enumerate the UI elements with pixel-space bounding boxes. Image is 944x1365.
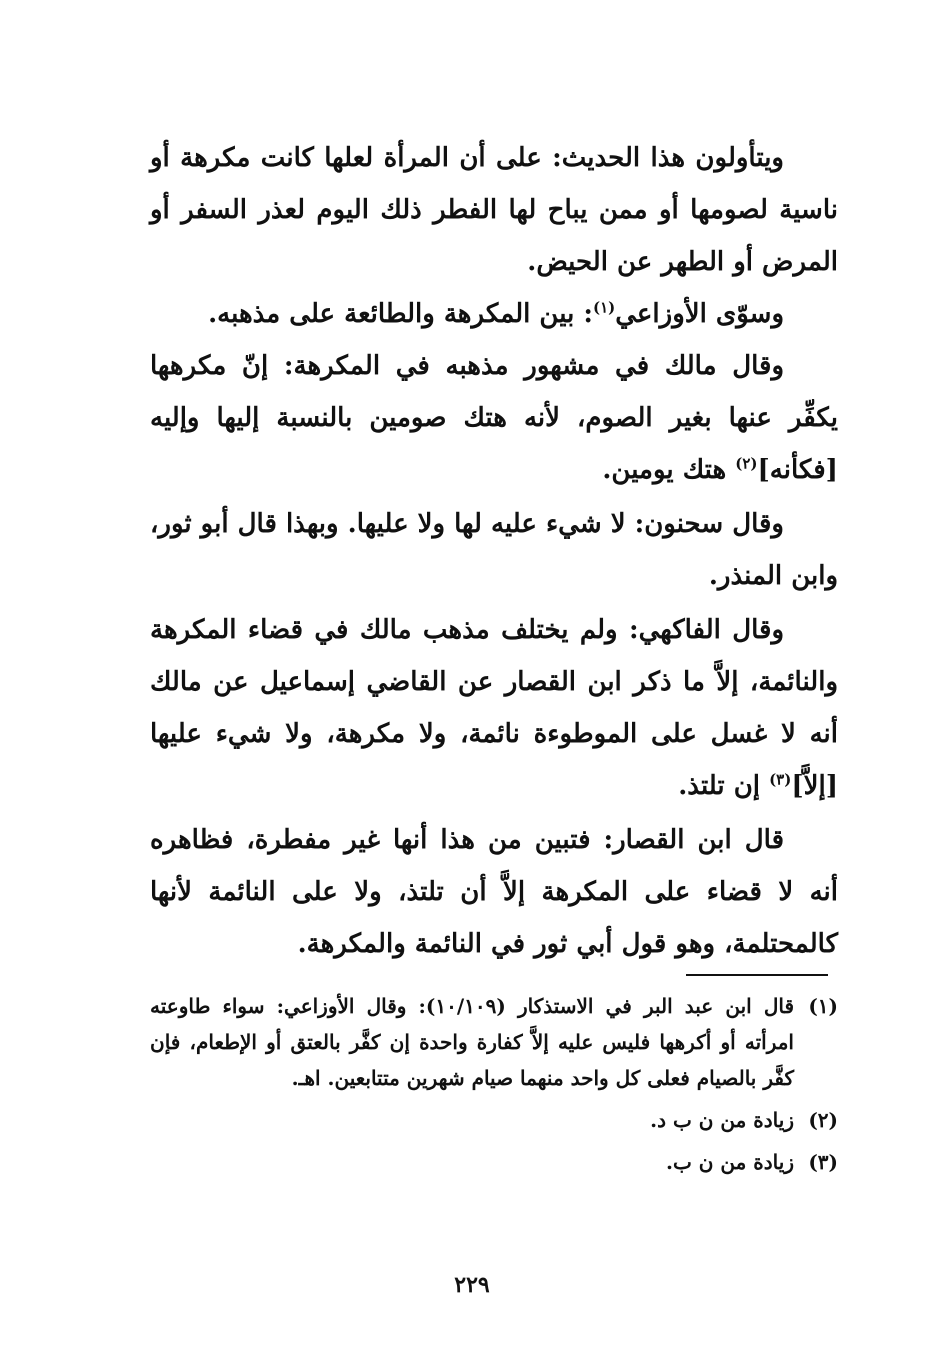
paragraph-4-text: وقال سحنون: لا شيء عليه لها ولا عليها. وبهذا قال أبو ثور، وابن المنذر. — [150, 509, 838, 591]
footnote-3-text: زيادة من ن ب. — [665, 1150, 794, 1174]
paragraph-5-text-a: وقال الفاكهي: ولم يختلف مذهب مالك في قضاء المكرهة والنائمة، إلاَّ ما ذكر ابن القصار عن القاضي إسماعيل عن مالك أنه لا غسل على الموطوءة نائمة، ولا مكرهة، ولا شيء عليها [إلاَّ] — [150, 615, 838, 801]
paragraph-6-text: قال ابن القصار: فتبين من هذا أنها غير مفطرة، فظاهره أنه لا قضاء على المكرهة إلاَّ أن تلتذ، ولا على النائمة لأنها كالمحتلمة، وهو قول أبي ثور في النائمة والمكرهة. — [150, 825, 838, 959]
paragraph-2 — [150, 288, 838, 340]
footnote-3 — [150, 1144, 838, 1180]
footnote-2-number: (٢) — [808, 1108, 838, 1132]
footnote-ref-1[interactable]: (١) — [592, 298, 616, 317]
paragraph-5 — [150, 604, 838, 812]
footnote-1 — [150, 988, 838, 1096]
footnotes — [150, 988, 838, 1186]
paragraph-3 — [150, 340, 838, 496]
footnote-2-text: زيادة من ن ب د. — [650, 1108, 794, 1132]
paragraph-2-text-b: : بين المكرهة والطائعة على مذهبه. — [208, 299, 593, 329]
paragraph-5-text-b: إن تلتذ. — [678, 771, 770, 801]
footnote-ref-3[interactable]: (٣) — [769, 770, 792, 789]
paragraph-1 — [150, 132, 838, 288]
paragraph-3-text-a: وقال مالك في مشهور مذهبه في المكرهة: إنّ مكرهها يكفِّر عنها بغير الصوم، لأنه هتك صومين بالنسبة إليها وإليه [فكأنه] — [150, 351, 838, 485]
paragraph-6 — [150, 814, 838, 970]
footnote-ref-2[interactable]: (٢) — [735, 454, 758, 473]
paragraph-2-text-a: وسوّى الأوزاعي — [615, 299, 784, 329]
footnote-divider — [686, 974, 828, 976]
paragraph-3-text-b: هتك يومين. — [602, 455, 736, 485]
footnote-3-number: (٣) — [808, 1150, 838, 1174]
page-number: ٢٢٩ — [454, 1272, 490, 1298]
main-text — [150, 132, 838, 970]
paragraph-1-text: ويتأولون هذا الحديث: على أن المرأة لعلها كانت مكرهة أو ناسية لصومها أو ممن يباح لها الفطر ذلك اليوم لعذر السفر أو المرض أو الطهر عن الحيض. — [150, 143, 838, 277]
footnote-1-text: قال ابن عبد البر في الاستذكار (١٠/١٠٩): وقال الأوزاعي: سواء طاوعته امرأته أو أكرهها فليس عليه إلاَّ كفارة واحدة إن كفَّر بالعتق أو الإطعام، فإن كفَّر بالصيام فعلى كل واحد منهما صيام شهرين متتابعين. اهـ. — [150, 994, 794, 1090]
footnote-1-number: (١) — [808, 994, 838, 1018]
paragraph-4 — [150, 498, 838, 602]
footnote-2 — [150, 1102, 838, 1138]
